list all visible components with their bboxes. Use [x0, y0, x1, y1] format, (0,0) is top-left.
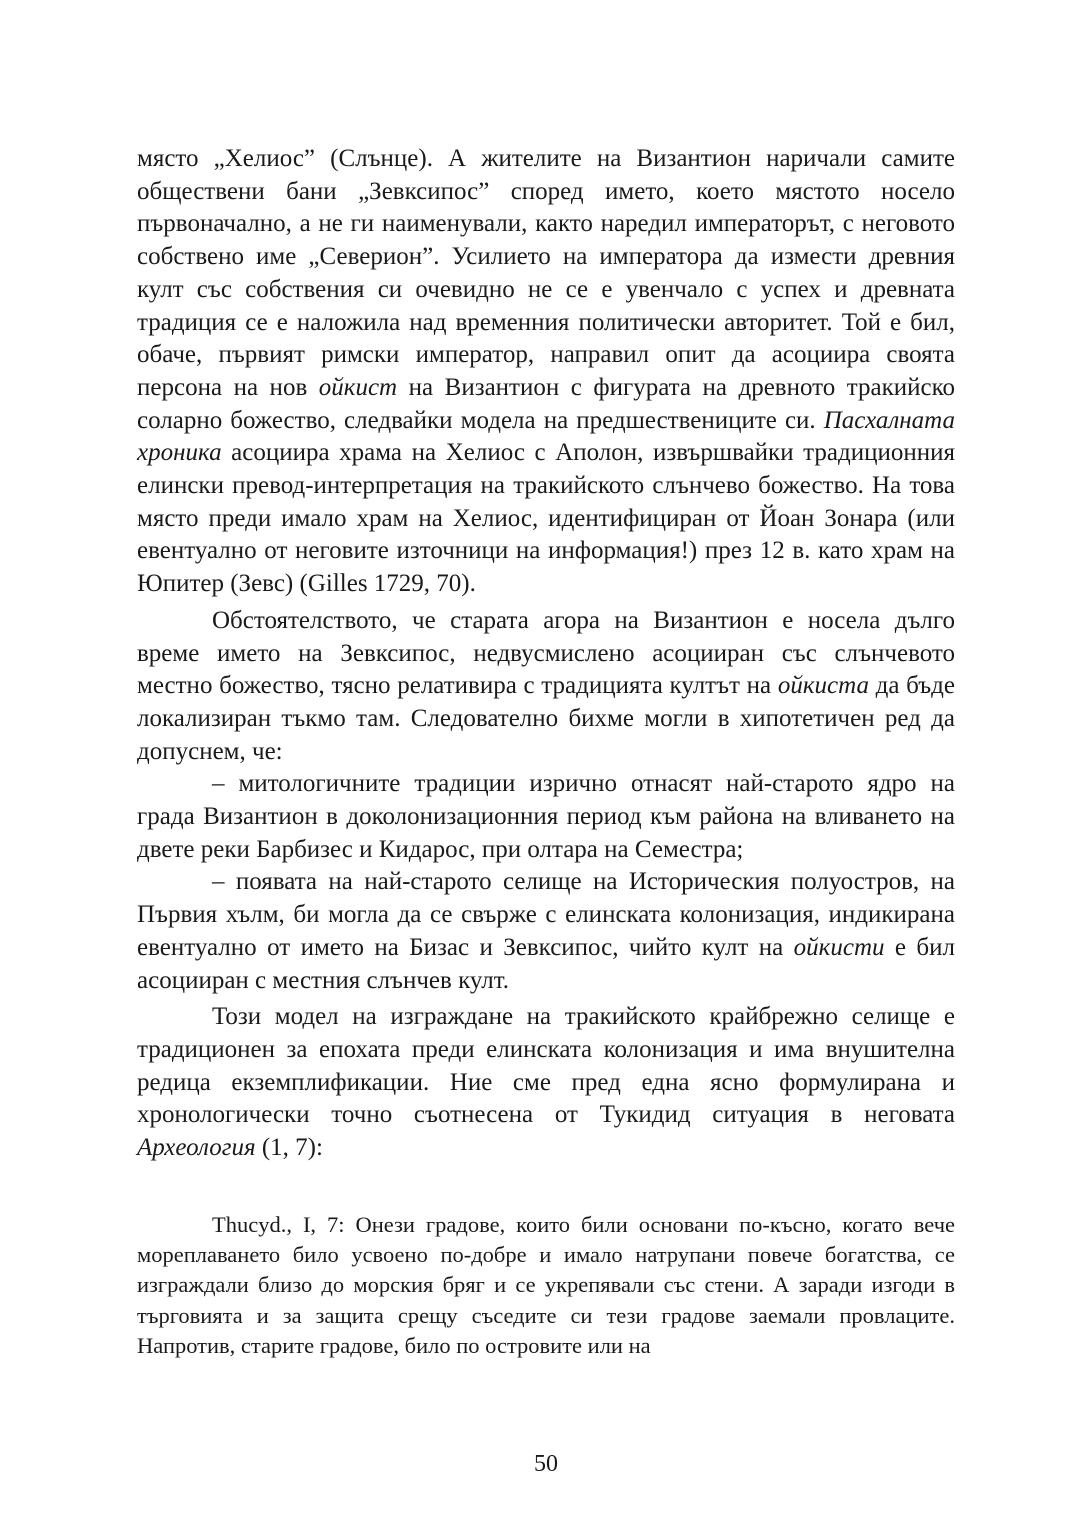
italic-term: ойкиста [777, 672, 869, 700]
italic-term: ойкисти [793, 933, 885, 961]
italic-title: Археология [137, 1134, 256, 1162]
list-item-2: – появата на най-старото селище на Историческия полуостров, на Първия хълм, би могла да се свърже с елинската колонизация, индикирана евентуално от името на Бизас и Зевксипос, чийто култ на ойкисти е бил асоцииран с местния слънчев култ. [137, 868, 956, 994]
quote-text: Thucyd., I, 7: Онези градове, които били основани по-късно, когато вече мореплаването било усвоено по-добре и имало натрупани повече богатства, се изграждали близо до морския бряг и се укрепявали със стени. А заради изгоди в търговията и за защита срещу съседите си тези градове заемали провлаците. Напротив, старите градове, било по островите или на [137, 1212, 955, 1358]
page-number: 50 [534, 1451, 558, 1477]
italic-term: ойкист [318, 373, 398, 401]
paragraph-1: място „Хелиос” (Слънце). А жителите на Византион наричали самите обществени бани „Зевксипос” според името, което мястото носело първоначално, а не ги наименували, както наредил императорът, с неговото собствено име „Северион”. Усилието на императора да измести древния култ със собствения си очевидно не се е увенчало с успех и древната традиция се е наложила над временния политически авторитет. Той е бил, обаче, първият римски император, направил опит да асоциира своята персона на нов ойкист на Византион с фигурата на древното тракийско соларно божество, следвайки модела на предшествениците си. Пасхалната хроника асоциира храма на Хелиос с Аполон, извършвайки традиционния елински превод-интерпретация на тракийското слънчево божество. На това място преди имало храм на Хелиос, идентифициран от Йоан Зонара (или евентуално от неговите източници на информация!) през 12 в. като храм на Юпитер (Зевс) (Gilles 1729, 70). [137, 145, 955, 598]
paragraph-2: Обстоятелството, че старата агора на Византион е носела дълго време името на Зевксипос, недвусмислено асоцииран със слънчевото местно божество, тясно релативира с традицията култът на ойкиста да бъде локализиран тъкмо там. Следователно бихме могли в хипотетичен ред да допуснем, че: [137, 606, 955, 765]
body-text [137, 143, 955, 1165]
block-quote [137, 1210, 955, 1361]
paragraph-3: Този модел на изграждане на тракийското крайбрежно селище е традиционен за епохата преди елинската колонизация и има внушителна редица екземплификации. Ние сме пред една ясно формулирана и хронологически точно съотнесена от Тукидид ситуация в неговата Археология (1, 7): [137, 1003, 955, 1162]
list-item-1: – митологичните традиции изрично отнасят най-старото ядро на града Византион в доколонизационния период към района на вливането на двете реки Барбизес и Кидарос, при олтара на Семестра; [137, 770, 955, 863]
italic-title: Пасхалната хроника [137, 406, 955, 467]
